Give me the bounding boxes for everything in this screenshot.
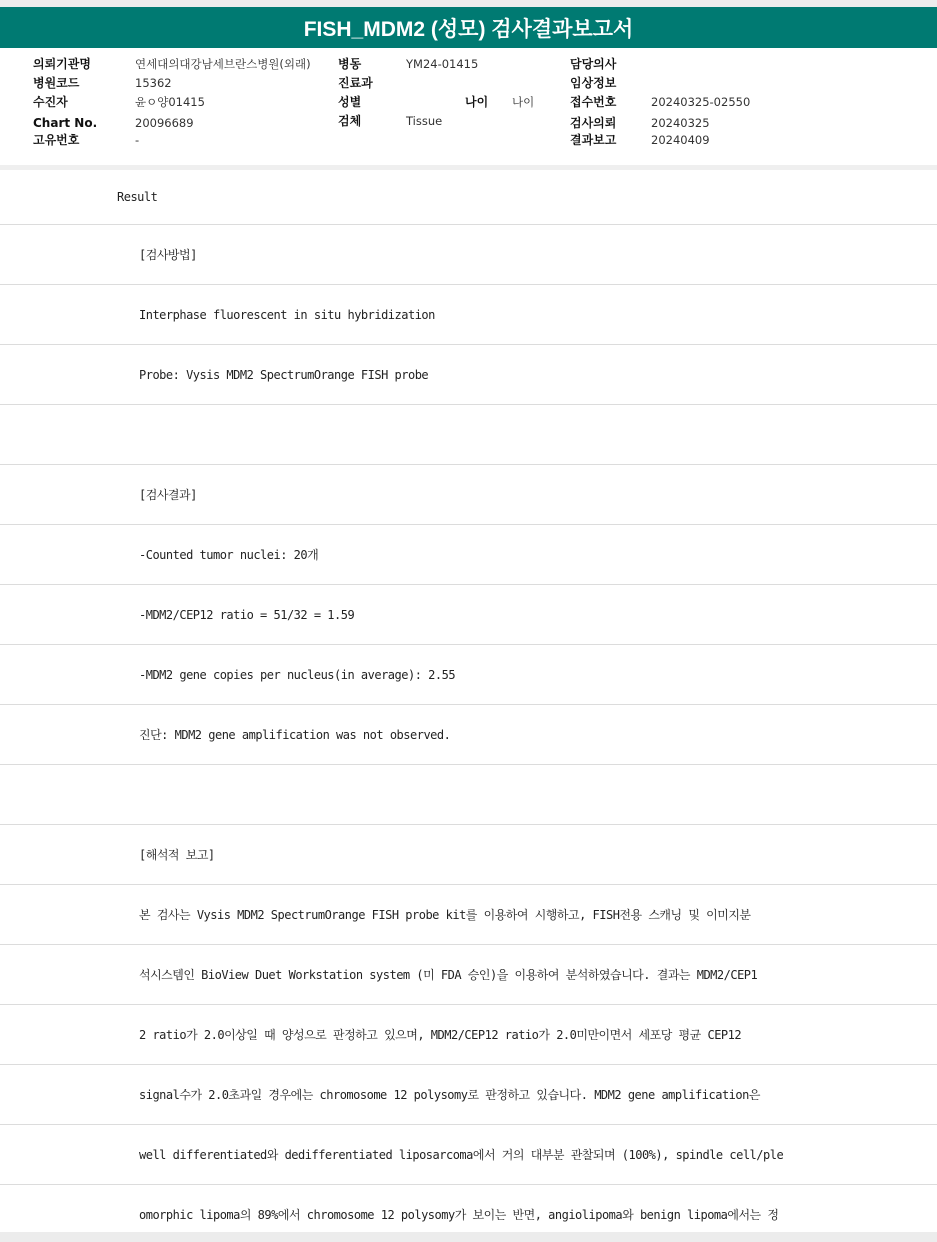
grid-row[interactable] [0,1005,937,1065]
row-text: signal수가 2.0초과일 경우에는 chromosome 12 polysomy로 판정하고 있습니다. MDM2 gene amplification은 [139,1088,760,1102]
institution-value: 연세대의대강남세브란스병원(외래) [135,57,311,71]
hospital-code-label: 병원코드 [33,76,80,90]
row-text: [검사결과] [139,488,197,502]
request-date-label: 검사의뢰 [570,116,617,130]
unique-no-label: 고유번호 [33,133,80,147]
unique-no-value: - [135,133,140,147]
grid-row[interactable] [0,1125,937,1185]
report-date-label: 결과보고 [570,133,617,147]
chart-no-label: Chart No. [33,116,98,130]
age-value: 나이 [512,95,535,109]
grid-row[interactable] [0,405,937,465]
hospital-code-value: 15362 [135,76,172,90]
patient-label: 수진자 [33,95,68,109]
institution-label: 의뢰기관명 [33,57,91,71]
bottom-strip [0,1232,937,1242]
row-text: 본 검사는 Vysis MDM2 SpectrumOrange FISH probe kit를 이용하여 시행하고, FISH전용 스캐닝 및 이미지분 [139,908,751,922]
receipt-no-label: 접수번호 [570,95,617,109]
sex-label: 성별 [338,95,362,109]
ward-label: 병동 [338,57,362,71]
top-strip [0,0,937,7]
grid-row[interactable] [0,645,937,705]
row-text: [해석적 보고] [139,848,215,862]
grid-row[interactable] [0,225,937,285]
grid-row[interactable] [0,525,937,585]
grid-row[interactable] [0,465,937,525]
row-text: Result [117,190,158,204]
receipt-no-value: 20240325-02550 [651,95,751,109]
grid-row[interactable] [0,885,937,945]
grid-row[interactable] [0,1185,937,1232]
result-grid [0,170,937,1232]
grid-row[interactable] [0,765,937,825]
age-label: 나이 [465,95,489,109]
row-text: 2 ratio가 2.0이상일 때 양성으로 판정하고 있으며, MDM2/CEP12 ratio가 2.0미만이면서 세포당 평균 CEP12 [139,1028,742,1042]
row-text: Probe: Vysis MDM2 SpectrumOrange FISH probe [139,367,429,382]
row-text: 진단: MDM2 gene amplification was not observed. [139,728,451,742]
grid-row[interactable] [0,170,937,225]
row-text: 석시스템인 BioView Duet Workstation system (미 FDA 승인)을 이용하여 분석하였습니다. 결과는 MDM2/CEP1 [139,968,758,982]
row-text: -Counted tumor nuclei: 20개 [139,548,319,562]
grid-row[interactable] [0,585,937,645]
report-date-value: 20240409 [651,133,710,147]
report-title: FISH_MDM2 (성모) 검사결과보고서 [0,7,937,48]
grid-row[interactable] [0,1065,937,1125]
row-text: Interphase fluorescent in situ hybridization [139,307,435,322]
grid-row[interactable] [0,945,937,1005]
doctor-label: 담당의사 [570,57,617,71]
grid-row[interactable] [0,345,937,405]
clinical-info-label: 임상정보 [570,76,617,90]
grid-row[interactable] [0,825,937,885]
request-date-value: 20240325 [651,116,710,130]
grid-row[interactable] [0,705,937,765]
row-text: [검사방법] [139,248,197,262]
patient-info-panel [0,48,937,166]
row-text: omorphic lipoma의 89%에서 chromosome 12 polysomy가 보이는 반면, angiolipoma와 benign lipoma에서는 정 [139,1208,779,1222]
specimen-value: Tissue [406,114,443,128]
grid-row[interactable] [0,285,937,345]
department-label: 진료과 [338,76,373,90]
row-text: -MDM2 gene copies per nucleus(in average): 2.55 [139,667,456,682]
chart-no-value: 20096689 [135,116,194,130]
specimen-label: 검체 [338,114,362,128]
ward-value: YM24-01415 [406,57,479,71]
patient-value: 윤ㅇ양01415 [135,95,205,109]
row-text: -MDM2/CEP12 ratio = 51/32 = 1.59 [139,607,355,622]
row-text: well differentiated와 dedifferentiated liposarcoma에서 거의 대부분 관찰되며 (100%), spindle cell/ple [139,1148,784,1162]
